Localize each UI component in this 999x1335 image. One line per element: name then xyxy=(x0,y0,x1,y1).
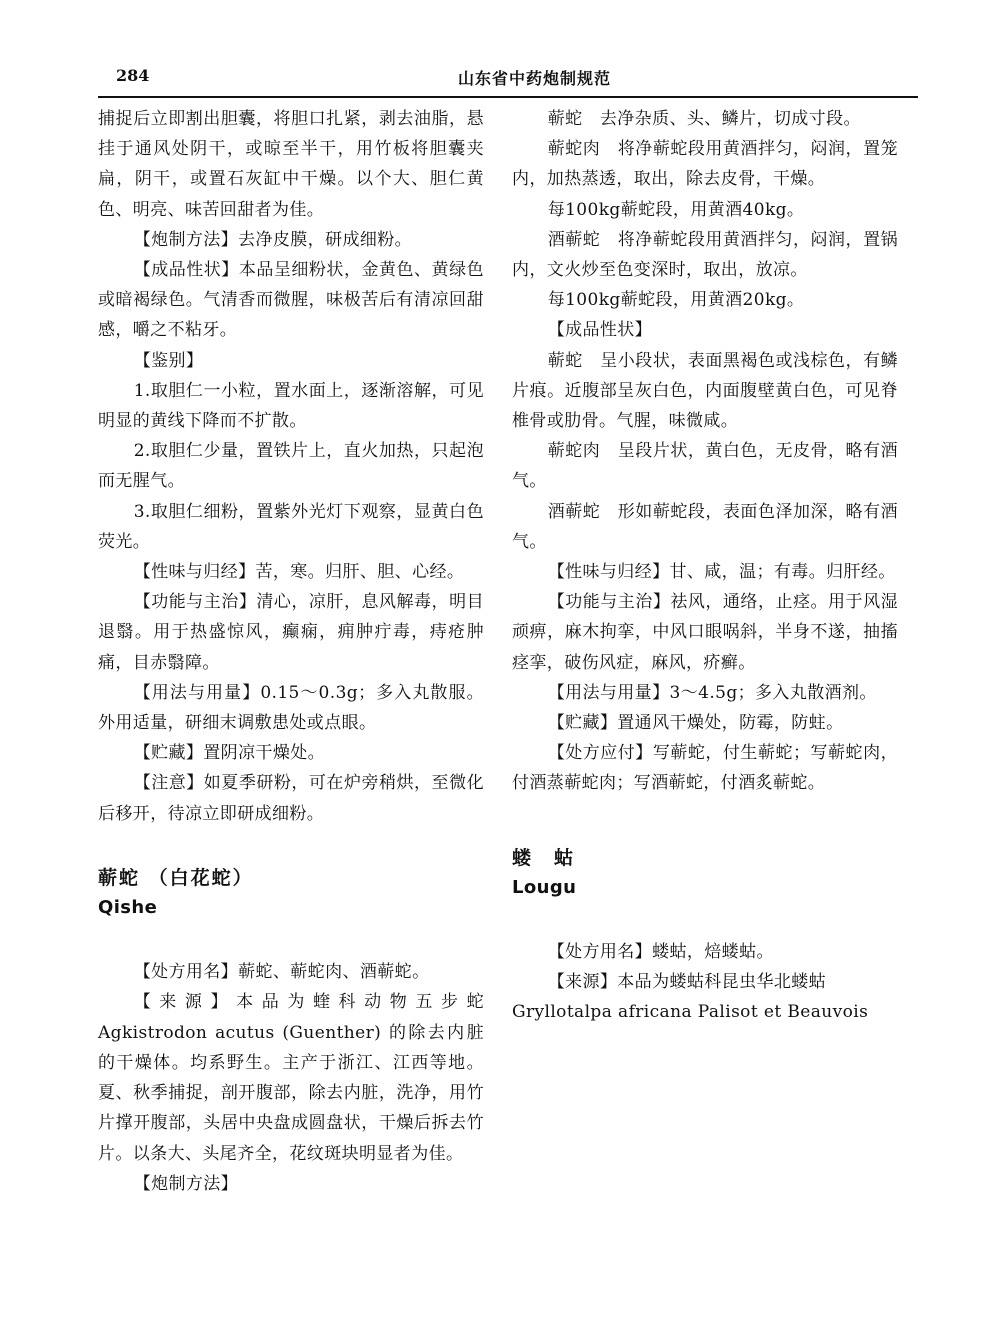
paragraph: 蕲蛇肉 呈段片状，黄白色，无皮骨，略有酒气。 xyxy=(512,441,898,492)
right-column xyxy=(512,104,898,1028)
spacer xyxy=(98,829,484,863)
paragraph: 捕捉后立即割出胆囊，将胆口扎紧，剥去油脂，悬挂于通风处阴干，或晾至半干，用竹板将胆囊夹扁，阴干，或置石灰缸中干燥。以个大、胆仁黄色、明亮、味苦回甜者为佳。 xyxy=(98,109,484,220)
paragraph: 【鉴别】 xyxy=(133,350,204,371)
paragraph: 蕲蛇肉 将净蕲蛇段用黄酒拌匀，闷润，置笼内，加热蒸透，取出，除去皮骨，干燥。 xyxy=(512,139,898,190)
paragraph: 【成品性状】 xyxy=(547,320,653,341)
left-column xyxy=(98,104,484,1199)
paragraph: 【性味与归经】甘、咸，温；有毒。归肝经。 xyxy=(547,562,896,583)
paragraph: 【炮制方法】 xyxy=(133,1173,239,1194)
paragraph: 【成品性状】本品呈细粉状，金黄色、黄绿色或暗褐绿色。气清香而微腥，味极苦后有清凉回甜感，嚼之不粘牙。 xyxy=(98,260,484,341)
page-header xyxy=(98,60,918,98)
paragraph: 每100kg蕲蛇段，用黄酒20kg。 xyxy=(547,290,805,311)
paragraph: 【注意】如夏季研粉，可在炉旁稍烘，至微化后移开，待凉立即研成细粉。 xyxy=(98,773,484,824)
paragraph: 【功能与主治】清心，凉肝，息风解毒，明目退翳。用于热盛惊风，癫痫，痈肿疔毒，痔疮肿痛，目赤翳障。 xyxy=(98,592,484,673)
paragraph: 酒蕲蛇 将净蕲蛇段用黄酒拌匀，闷润，置锅内，文火炒至色变深时，取出，放凉。 xyxy=(512,229,898,281)
page-number: 284 xyxy=(116,66,150,85)
paragraph: 蕲蛇 去净杂质、头、鳞片，切成寸段。 xyxy=(547,109,861,129)
paragraph: 【处方用名】蕲蛇、蕲蛇肉、酒蕲蛇。 xyxy=(133,962,430,983)
section-title-pinyin: Qishe xyxy=(98,897,158,919)
paragraph: 3.取胆仁细粉，置紫外光灯下观察，显黄白色荧光。 xyxy=(98,501,484,552)
paragraph: 每100kg蕲蛇段，用黄酒40kg。 xyxy=(547,199,805,220)
paragraph: 【用法与用量】3～4.5g；多入丸散酒剂。 xyxy=(547,682,877,703)
paragraph: 【来源】本品为蝼蛄科昆虫华北蝼蛄 xyxy=(547,972,827,993)
spacer xyxy=(512,799,898,843)
paragraph: 酒蕲蛇 形如蕲蛇段，表面色泽加深，略有酒气。 xyxy=(512,501,898,552)
running-title: 山东省中药炮制规范 xyxy=(458,69,612,88)
paragraph: 2.取胆仁少量，置铁片上，直火加热，只起泡而无腥气。 xyxy=(98,441,484,492)
spacer xyxy=(512,903,898,937)
paragraph: Gryllotalpa africana Palisot et Beauvois xyxy=(512,1002,869,1023)
paragraph: 【处方用名】蝼蛄，焙蝼蛄。 xyxy=(547,942,774,963)
paragraph: 【贮藏】置通风干燥处，防霉，防蛀。 xyxy=(547,713,844,734)
paragraph: 【性味与归经】苦，寒。归肝、胆、心经。 xyxy=(133,562,465,583)
paragraph: 【炮制方法】去净皮膜，研成细粉。 xyxy=(133,229,413,250)
paragraph: 【贮藏】置阴凉干燥处。 xyxy=(133,743,326,764)
paragraph: 【功能与主治】祛风，通络，止痉。用于风湿顽痹，麻木拘挛，中风口眼㖞斜，半身不遂，抽搐痉挛，破伤风症，麻风，疥癣。 xyxy=(512,592,898,673)
section-title: 蝼 蛄 xyxy=(512,846,576,869)
paragraph: 蕲蛇 呈小段状，表面黑褐色或浅棕色，有鳞片痕。近腹部呈灰白色，内面腹壁黄白色，可见脊椎骨或肋骨。气腥，味微咸。 xyxy=(512,350,898,432)
paragraph: 【处方应付】写蕲蛇，付生蕲蛇；写蕲蛇肉，付酒蒸蕲蛇肉；写酒蕲蛇，付酒炙蕲蛇。 xyxy=(512,743,898,794)
paragraph: 1.取胆仁一小粒，置水面上，逐渐溶解，可见明显的黄线下降而不扩散。 xyxy=(98,380,484,432)
paragraph: 【来源】本品为蝰科动物五步蛇Agkistrodon acutus (Guenther) 的除去内脏的干燥体。均系野生。主产于浙江、江西等地。夏、秋季捕捉，剖开腹部，除去内脏，洗净，用竹片撑开腹部，头居中央盘成圆盘状，干燥后拆去竹片。以条大、头尾齐全，花纹斑块明显者为佳。 xyxy=(98,992,484,1164)
section-title-pinyin: Lougu xyxy=(512,876,577,898)
paragraph: 【用法与用量】0.15～0.3g；多入丸散服。外用适量，研细末调敷患处或点眼。 xyxy=(98,682,484,734)
spacer xyxy=(98,923,484,957)
section-title: 蕲蛇 （白花蛇） xyxy=(98,866,254,889)
